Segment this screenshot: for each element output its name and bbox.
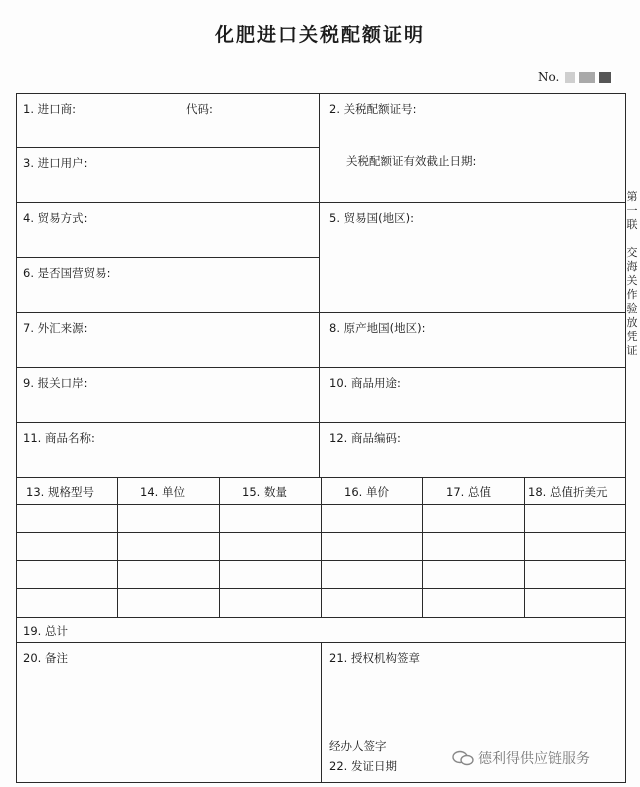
table-divider	[219, 477, 220, 618]
label-trade-mode: 4. 贸易方式:	[23, 211, 88, 225]
label-trade-country: 5. 贸易国(地区):	[329, 211, 414, 225]
label-goods-name: 11. 商品名称:	[23, 431, 95, 445]
label-handler-signature: 经办人签字	[329, 739, 387, 753]
table-row-line	[16, 532, 626, 533]
label-goods-code: 12. 商品编码:	[329, 431, 401, 445]
copy-note-char: 联	[626, 218, 638, 231]
document-title: 化肥进口关税配额证明	[214, 24, 425, 46]
watermark-text: 德利得供应链服务	[478, 751, 590, 767]
document-number	[538, 70, 615, 84]
table-divider	[321, 477, 322, 618]
table-header: 16. 单价	[344, 485, 389, 499]
cell-total	[16, 617, 626, 643]
table-row-line	[16, 560, 626, 561]
label-quota-cert-no: 2. 关税配额证号:	[329, 102, 417, 116]
copy-note-char: 第	[626, 190, 638, 203]
label-importer: 1. 进口商:	[23, 102, 77, 116]
label-customs-port: 9. 报关口岸:	[23, 376, 88, 390]
table-row-line	[16, 504, 626, 505]
copy-note-char: 海	[626, 260, 638, 273]
copy-note	[625, 190, 639, 358]
label-goods-use: 10. 商品用途:	[329, 376, 401, 390]
table-header: 14. 单位	[140, 485, 185, 499]
copy-note-char	[625, 232, 639, 246]
wechat-icon	[452, 750, 474, 766]
table-divider	[422, 477, 423, 618]
copy-note-char: 证	[626, 344, 638, 357]
copy-note-char: 一	[626, 204, 638, 217]
copy-note-char: 关	[626, 274, 638, 287]
label-authority-seal: 21. 授权机构签章	[329, 651, 420, 665]
label-origin-country: 8. 原产地国(地区):	[329, 321, 426, 335]
table-header: 13. 规格型号	[26, 485, 94, 499]
copy-note-char: 凭	[626, 330, 638, 343]
form-grid	[16, 93, 626, 783]
copy-note-char: 作	[626, 288, 638, 301]
label-quota-expiry: 关税配额证有效截止日期:	[346, 154, 477, 168]
table-header: 15. 数量	[242, 485, 287, 499]
label-issue-date: 22. 发证日期	[329, 759, 397, 773]
redacted-number	[565, 72, 615, 83]
table-header: 17. 总值	[446, 485, 491, 499]
label-end-user: 3. 进口用户:	[23, 156, 88, 170]
number-label: No.	[538, 70, 560, 84]
copy-note-char: 放	[626, 316, 638, 329]
watermark	[452, 748, 590, 768]
table-header: 18. 总值折美元	[528, 485, 608, 499]
label-state-trading: 6. 是否国营贸易:	[23, 266, 111, 280]
label-remarks: 20. 备注	[23, 651, 68, 665]
label-forex-source: 7. 外汇来源:	[23, 321, 88, 335]
table-row-line	[16, 588, 626, 589]
copy-note-char: 交	[626, 246, 638, 259]
copy-note-char: 验	[626, 302, 638, 315]
table-divider	[524, 477, 525, 618]
label-total: 19. 总计	[23, 624, 68, 638]
label-code: 代码:	[186, 102, 213, 116]
table-divider	[117, 477, 118, 618]
